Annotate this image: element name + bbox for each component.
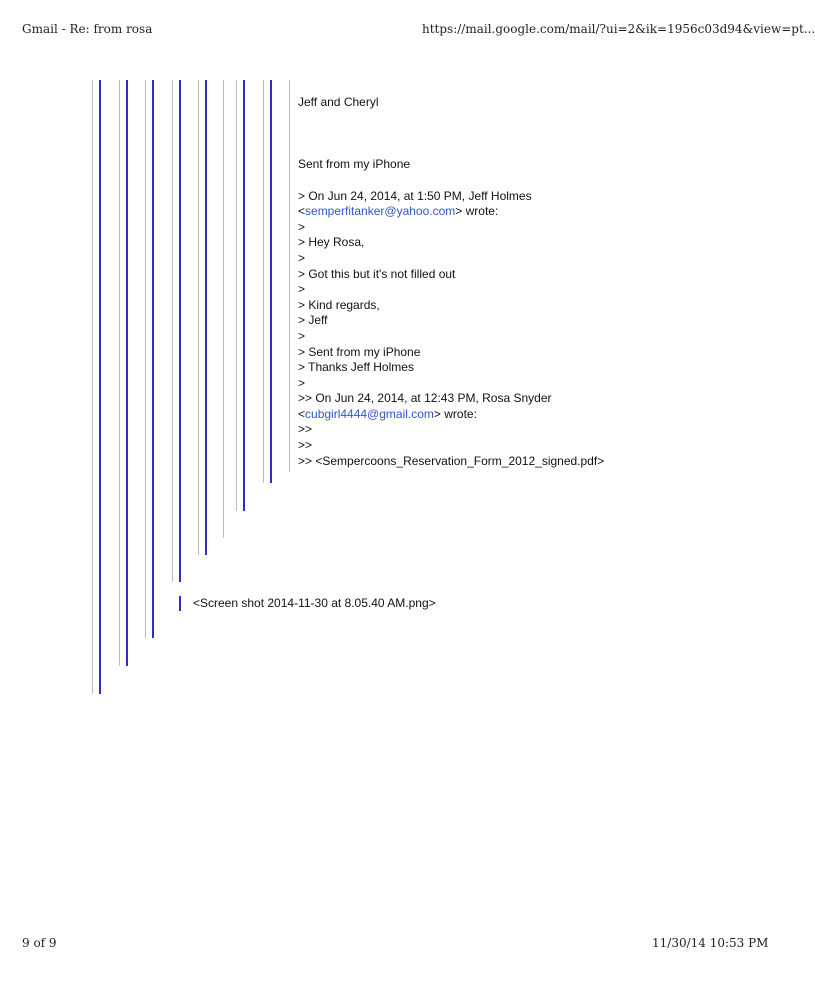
quote-bar (243, 80, 245, 511)
quoted-header-1: > On Jun 24, 2014, at 1:50 PM, Jeff Holmes (298, 188, 532, 203)
quote-bar (99, 80, 101, 694)
regards-line: > Kind regards, (298, 297, 380, 312)
message-line: > Got this but it's not filled out (298, 266, 456, 281)
quote-line: > (298, 328, 306, 343)
quote-bar (119, 80, 120, 666)
quote-bar (145, 80, 146, 638)
thanks-line: > Thanks Jeff Holmes (298, 360, 414, 375)
sent-from-line: Sent from my iPhone (298, 157, 411, 172)
quote-bar (205, 80, 207, 555)
quote-bar (263, 80, 264, 483)
quote-line: > (298, 282, 306, 297)
quote-line: > (298, 250, 306, 265)
quote-bar (179, 596, 181, 611)
greeting-line: > Hey Rosa, (298, 235, 365, 250)
quoted-email-line-2: <cubgirl4444@gmail.com> wrote: (298, 406, 477, 421)
quote-bar (223, 80, 224, 538)
quoted-email-line-1: <semperfitanker@yahoo.com> wrote: (298, 204, 499, 219)
print-footer-datetime: 11/30/14 10:53 PM (652, 936, 769, 950)
quote-bar (289, 80, 290, 472)
quote-bar (126, 80, 128, 666)
attachment-pdf-line: >> <Sempercoons_Reservation_Form_2012_signed.pdf> (298, 453, 605, 468)
quote-bar (92, 80, 93, 694)
print-header-url: https://mail.google.com/mail/?ui=2&ik=1956c03d94&view=pt... (422, 22, 815, 36)
quote-line: > (298, 219, 306, 234)
quote-line: > (298, 375, 306, 390)
quote-bar (152, 80, 154, 638)
wrote-label: > wrote: (455, 204, 499, 219)
wrote-label: > wrote: (433, 406, 477, 421)
attachment-screenshot-line: <Screen shot 2014-11-30 at 8.05.40 AM.png> (193, 596, 436, 610)
quote-bar (270, 80, 272, 483)
sent-line: > Sent from my iPhone (298, 344, 421, 359)
email-body (298, 95, 718, 469)
quoted-header-2: >> On Jun 24, 2014, at 12:43 PM, Rosa Snyder (298, 391, 552, 406)
signature-names: Jeff and Cheryl (298, 95, 379, 109)
quote-bar (236, 80, 237, 511)
print-header-title: Gmail - Re: from rosa (22, 22, 153, 36)
quote-line: >> (298, 422, 313, 437)
name-line: > Jeff (298, 313, 328, 328)
email-link-rosa[interactable]: cubgirl4444@gmail.com (305, 406, 434, 421)
quote-bar (179, 80, 181, 582)
quote-bar (172, 80, 173, 582)
quote-bar (198, 80, 199, 555)
print-footer-page: 9 of 9 (22, 936, 57, 950)
quote-line: >> (298, 438, 313, 453)
email-link-jeff[interactable]: semperfitanker@yahoo.com (305, 204, 456, 219)
